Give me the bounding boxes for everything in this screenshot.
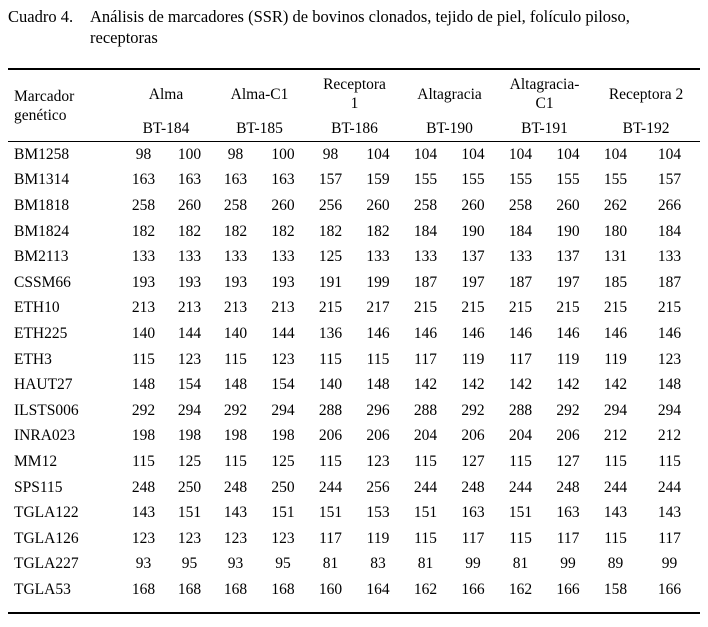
allele-value-cell: 163: [271, 171, 295, 189]
allele-value-cell: 296: [366, 401, 390, 419]
allele-value-cell: 104: [508, 145, 533, 163]
marker-name-cell: ETH10: [14, 299, 60, 317]
allele-value-cell: 148: [366, 376, 390, 394]
marker-name-cell: BM2113: [14, 248, 69, 266]
allele-value-cell: 123: [271, 529, 295, 547]
allele-value-cell: 117: [319, 529, 342, 547]
code-header-bt-192: BT-192: [592, 117, 700, 142]
allele-value-cell: 160: [318, 580, 343, 598]
allele-value-cell: 260: [461, 196, 485, 214]
table-row: [8, 500, 700, 526]
allele-value-cell: 158: [603, 580, 628, 598]
allele-value-cell: 206: [366, 427, 390, 445]
table-row: [8, 398, 700, 424]
allele-value-cell: 148: [657, 376, 682, 394]
allele-value-cell: 143: [657, 504, 682, 522]
allele-value-cell: 148: [131, 376, 156, 394]
allele-value-cell: 187: [508, 273, 533, 291]
allele-value-cell: 99: [661, 555, 678, 573]
allele-value-cell: 182: [366, 222, 390, 240]
allele-value-cell: 292: [131, 401, 156, 419]
allele-value-cell: 123: [223, 529, 248, 547]
allele-value-cell: 155: [603, 171, 628, 189]
allele-value-cell: 288: [318, 401, 343, 419]
allele-value-cell: 115: [604, 529, 627, 547]
allele-value-cell: 151: [177, 504, 202, 522]
table-row: [8, 142, 700, 168]
marker-column-header: Marcador genético: [8, 71, 120, 142]
allele-value-cell: 133: [271, 248, 295, 266]
allele-value-cell: 258: [508, 196, 533, 214]
marker-name-cell: ILSTS006: [14, 401, 79, 419]
allele-value-cell: 104: [556, 145, 580, 163]
allele-value-cell: 104: [461, 145, 485, 163]
ssr-marker-table: [8, 71, 700, 603]
allele-value-cell: 151: [271, 504, 295, 522]
allele-value-cell: 115: [132, 350, 155, 368]
table-row: [8, 321, 700, 347]
allele-value-cell: 146: [461, 324, 485, 342]
allele-value-cell: 244: [508, 478, 533, 496]
allele-value-cell: 157: [318, 171, 343, 189]
table-row: [8, 244, 700, 270]
allele-value-cell: 89: [607, 555, 624, 573]
allele-value-cell: 81: [322, 555, 339, 573]
allele-value-cell: 182: [318, 222, 343, 240]
allele-value-cell: 117: [414, 350, 437, 368]
group-header-altagracia: Altagracia: [417, 85, 482, 103]
allele-value-cell: 162: [508, 580, 533, 598]
allele-value-cell: 119: [604, 350, 627, 368]
allele-value-cell: 127: [556, 452, 580, 470]
table-row: [8, 219, 700, 245]
marker-name-cell: TGLA122: [14, 504, 79, 522]
allele-value-cell: 168: [177, 580, 202, 598]
allele-value-cell: 137: [556, 248, 580, 266]
allele-value-cell: 154: [177, 376, 202, 394]
allele-value-cell: 166: [461, 580, 485, 598]
allele-value-cell: 187: [413, 273, 438, 291]
allele-value-cell: 146: [508, 324, 533, 342]
allele-value-cell: 193: [131, 273, 156, 291]
allele-value-cell: 193: [223, 273, 248, 291]
allele-value-cell: 133: [508, 248, 533, 266]
allele-value-cell: 206: [318, 427, 343, 445]
allele-value-cell: 244: [318, 478, 343, 496]
allele-value-cell: 143: [223, 504, 248, 522]
code-header-bt-184: BT-184: [120, 117, 212, 142]
code-header-bt-191: BT-191: [497, 117, 592, 142]
allele-value-cell: 136: [318, 324, 343, 342]
allele-value-cell: 168: [271, 580, 295, 598]
allele-value-cell: 127: [461, 452, 485, 470]
allele-value-cell: 288: [508, 401, 533, 419]
table-row: [8, 577, 700, 603]
allele-value-cell: 133: [223, 248, 248, 266]
allele-value-cell: 119: [556, 350, 580, 368]
allele-value-cell: 212: [657, 427, 682, 445]
allele-value-cell: 119: [461, 350, 485, 368]
allele-value-cell: 117: [556, 529, 580, 547]
table-row: [8, 526, 700, 552]
allele-value-cell: 180: [603, 222, 628, 240]
allele-value-cell: 159: [366, 171, 390, 189]
allele-value-cell: 164: [366, 580, 390, 598]
allele-value-cell: 133: [131, 248, 156, 266]
allele-value-cell: 144: [177, 324, 202, 342]
allele-value-cell: 146: [556, 324, 580, 342]
allele-value-cell: 115: [224, 350, 247, 368]
allele-value-cell: 260: [556, 196, 580, 214]
allele-value-cell: 215: [603, 299, 628, 317]
allele-value-cell: 115: [132, 452, 155, 470]
allele-value-cell: 266: [657, 196, 682, 214]
allele-value-cell: 204: [508, 427, 533, 445]
table-caption: [8, 6, 698, 48]
allele-value-cell: 133: [657, 248, 682, 266]
allele-value-cell: 104: [657, 145, 682, 163]
allele-value-cell: 115: [319, 452, 342, 470]
allele-value-cell: 256: [318, 196, 343, 214]
allele-value-cell: 163: [131, 171, 156, 189]
allele-value-cell: 123: [271, 350, 295, 368]
allele-value-cell: 140: [318, 376, 343, 394]
allele-value-cell: 151: [413, 504, 438, 522]
allele-value-cell: 166: [657, 580, 682, 598]
group-header-alma: Alma: [148, 85, 184, 103]
allele-value-cell: 215: [318, 299, 343, 317]
allele-value-cell: 260: [271, 196, 295, 214]
allele-value-cell: 95: [181, 555, 198, 573]
allele-value-cell: 140: [131, 324, 156, 342]
header-group-row: [8, 71, 700, 117]
allele-value-cell: 250: [177, 478, 202, 496]
allele-value-cell: 187: [657, 273, 682, 291]
allele-value-cell: 125: [177, 452, 202, 470]
allele-value-cell: 157: [657, 171, 682, 189]
allele-value-cell: 248: [461, 478, 485, 496]
marker-name-cell: CSSM66: [14, 273, 71, 291]
code-header-bt-190: BT-190: [402, 117, 497, 142]
allele-value-cell: 163: [556, 504, 580, 522]
group-header-receptora-2: Receptora 2: [608, 85, 684, 103]
allele-value-cell: 206: [556, 427, 580, 445]
allele-value-cell: 143: [131, 504, 156, 522]
allele-value-cell: 115: [414, 452, 437, 470]
allele-value-cell: 115: [509, 452, 532, 470]
allele-value-cell: 123: [366, 452, 390, 470]
allele-value-cell: 151: [318, 504, 343, 522]
allele-value-cell: 119: [366, 529, 390, 547]
allele-value-cell: 184: [508, 222, 533, 240]
allele-value-cell: 198: [271, 427, 295, 445]
code-header-bt-186: BT-186: [307, 117, 402, 142]
allele-value-cell: 117: [509, 350, 532, 368]
allele-value-cell: 123: [177, 350, 202, 368]
allele-value-cell: 206: [461, 427, 485, 445]
allele-value-cell: 244: [413, 478, 438, 496]
allele-value-cell: 294: [657, 401, 682, 419]
allele-value-cell: 260: [366, 196, 390, 214]
allele-value-cell: 197: [461, 273, 485, 291]
allele-value-cell: 104: [413, 145, 438, 163]
allele-value-cell: 182: [271, 222, 295, 240]
allele-value-cell: 260: [177, 196, 202, 214]
allele-value-cell: 184: [413, 222, 438, 240]
allele-value-cell: 184: [657, 222, 682, 240]
allele-value-cell: 133: [413, 248, 438, 266]
allele-value-cell: 262: [603, 196, 628, 214]
caption-text: Análisis de marcadores (SSR) de bovinos clonados, tejido de piel, folículo piloso, receptoras: [90, 7, 630, 47]
allele-value-cell: 213: [177, 299, 202, 317]
allele-value-cell: 133: [177, 248, 202, 266]
group-header-receptora-1: Receptora 1: [323, 76, 386, 112]
table-row: [8, 296, 700, 322]
allele-value-cell: 148: [223, 376, 248, 394]
group-header-altagracia-c1: Altagracia-C1: [509, 76, 580, 112]
allele-value-cell: 197: [556, 273, 580, 291]
allele-value-cell: 182: [223, 222, 248, 240]
allele-value-cell: 100: [177, 145, 202, 163]
marker-name-cell: BM1258: [14, 145, 70, 163]
allele-value-cell: 137: [461, 248, 485, 266]
allele-value-cell: 93: [135, 555, 152, 573]
allele-value-cell: 215: [413, 299, 438, 317]
allele-value-cell: 215: [461, 299, 485, 317]
allele-value-cell: 81: [417, 555, 434, 573]
allele-value-cell: 98: [227, 145, 244, 163]
code-header-bt-185: BT-185: [212, 117, 307, 142]
top-rule: [8, 68, 700, 70]
allele-value-cell: 115: [224, 452, 247, 470]
table-row: [8, 270, 700, 296]
allele-value-cell: 258: [223, 196, 248, 214]
allele-value-cell: 123: [657, 350, 682, 368]
allele-value-cell: 143: [603, 504, 628, 522]
allele-value-cell: 151: [508, 504, 533, 522]
allele-value-cell: 95: [275, 555, 291, 573]
allele-value-cell: 104: [603, 145, 628, 163]
allele-value-cell: 142: [508, 376, 533, 394]
allele-value-cell: 215: [508, 299, 533, 317]
allele-value-cell: 166: [556, 580, 580, 598]
table-row: [8, 424, 700, 450]
allele-value-cell: 155: [413, 171, 438, 189]
allele-value-cell: 81: [512, 555, 529, 573]
allele-value-cell: 198: [223, 427, 248, 445]
allele-value-cell: 115: [414, 529, 437, 547]
allele-value-cell: 198: [131, 427, 156, 445]
allele-value-cell: 123: [131, 529, 156, 547]
allele-value-cell: 198: [177, 427, 202, 445]
allele-value-cell: 199: [366, 273, 390, 291]
allele-value-cell: 117: [658, 529, 681, 547]
allele-value-cell: 256: [366, 478, 390, 496]
allele-value-cell: 153: [366, 504, 390, 522]
allele-value-cell: 133: [366, 248, 390, 266]
allele-value-cell: 204: [413, 427, 438, 445]
allele-value-cell: 213: [271, 299, 295, 317]
marker-name-cell: INRA023: [14, 427, 76, 445]
allele-value-cell: 83: [370, 555, 386, 573]
table-row: [8, 347, 700, 373]
allele-value-cell: 292: [223, 401, 248, 419]
allele-value-cell: 244: [657, 478, 682, 496]
table-row: [8, 372, 700, 398]
marker-name-cell: MM12: [14, 452, 58, 470]
allele-value-cell: 142: [461, 376, 485, 394]
allele-value-cell: 258: [413, 196, 438, 214]
allele-value-cell: 155: [508, 171, 533, 189]
allele-value-cell: 115: [509, 529, 532, 547]
allele-value-cell: 294: [271, 401, 295, 419]
allele-value-cell: 190: [461, 222, 485, 240]
marker-name-cell: BM1824: [14, 222, 70, 240]
allele-value-cell: 125: [271, 452, 295, 470]
caption-label: Cuadro 4.: [8, 7, 74, 26]
allele-value-cell: 117: [461, 529, 485, 547]
allele-value-cell: 144: [271, 324, 295, 342]
allele-value-cell: 155: [461, 171, 485, 189]
allele-value-cell: 215: [556, 299, 580, 317]
allele-value-cell: 146: [657, 324, 682, 342]
allele-value-cell: 154: [271, 376, 295, 394]
allele-value-cell: 155: [556, 171, 580, 189]
allele-value-cell: 190: [556, 222, 580, 240]
table-row: [8, 475, 700, 501]
allele-value-cell: 248: [131, 478, 156, 496]
table-row: [8, 193, 700, 219]
allele-value-cell: 182: [131, 222, 156, 240]
allele-value-cell: 191: [318, 273, 343, 291]
table-body: [8, 142, 700, 603]
allele-value-cell: 142: [603, 376, 628, 394]
bottom-rule: [8, 612, 700, 614]
marker-name-cell: BM1314: [14, 171, 70, 189]
allele-value-cell: 146: [366, 324, 390, 342]
marker-name-cell: HAUT27: [14, 376, 73, 394]
marker-name-cell: TGLA53: [14, 580, 71, 598]
marker-name-cell: TGLA227: [14, 555, 79, 573]
allele-value-cell: 193: [177, 273, 202, 291]
allele-value-cell: 125: [318, 248, 343, 266]
allele-value-cell: 98: [322, 145, 339, 163]
allele-value-cell: 288: [413, 401, 438, 419]
allele-value-cell: 217: [366, 299, 390, 317]
allele-value-cell: 163: [223, 171, 248, 189]
allele-value-cell: 99: [560, 555, 576, 573]
allele-value-cell: 93: [227, 555, 244, 573]
allele-value-cell: 213: [223, 299, 248, 317]
allele-value-cell: 163: [461, 504, 485, 522]
allele-value-cell: 168: [131, 580, 156, 598]
table-row: [8, 552, 700, 578]
allele-value-cell: 258: [131, 196, 156, 214]
allele-value-cell: 162: [413, 580, 438, 598]
allele-value-cell: 248: [556, 478, 580, 496]
marker-name-cell: ETH3: [14, 350, 52, 368]
allele-value-cell: 142: [556, 376, 580, 394]
allele-value-cell: 115: [604, 452, 627, 470]
marker-name-cell: SPS115: [14, 478, 63, 496]
allele-value-cell: 294: [603, 401, 628, 419]
allele-value-cell: 250: [271, 478, 295, 496]
marker-name-cell: TGLA126: [14, 529, 79, 547]
table-row: [8, 449, 700, 475]
allele-value-cell: 294: [177, 401, 202, 419]
group-header-alma-c1: Alma-C1: [230, 85, 289, 103]
allele-value-cell: 215: [657, 299, 682, 317]
allele-value-cell: 100: [271, 145, 295, 163]
allele-value-cell: 185: [603, 273, 628, 291]
allele-value-cell: 115: [319, 350, 342, 368]
allele-value-cell: 244: [603, 478, 628, 496]
allele-value-cell: 146: [413, 324, 438, 342]
allele-value-cell: 292: [461, 401, 485, 419]
allele-value-cell: 131: [603, 248, 628, 266]
allele-value-cell: 163: [177, 171, 202, 189]
marker-name-cell: ETH225: [14, 324, 68, 342]
marker-name-cell: BM1818: [14, 196, 70, 214]
allele-value-cell: 104: [366, 145, 390, 163]
allele-value-cell: 115: [366, 350, 390, 368]
allele-value-cell: 292: [556, 401, 580, 419]
allele-value-cell: 168: [223, 580, 248, 598]
allele-value-cell: 248: [223, 478, 248, 496]
allele-value-cell: 146: [603, 324, 628, 342]
table-row: [8, 168, 700, 194]
allele-value-cell: 182: [177, 222, 202, 240]
allele-value-cell: 140: [223, 324, 248, 342]
allele-value-cell: 193: [271, 273, 295, 291]
allele-value-cell: 123: [177, 529, 202, 547]
allele-value-cell: 213: [131, 299, 156, 317]
allele-value-cell: 99: [465, 555, 481, 573]
allele-value-cell: 98: [135, 145, 152, 163]
allele-value-cell: 142: [413, 376, 438, 394]
allele-value-cell: 115: [658, 452, 681, 470]
allele-value-cell: 212: [603, 427, 628, 445]
